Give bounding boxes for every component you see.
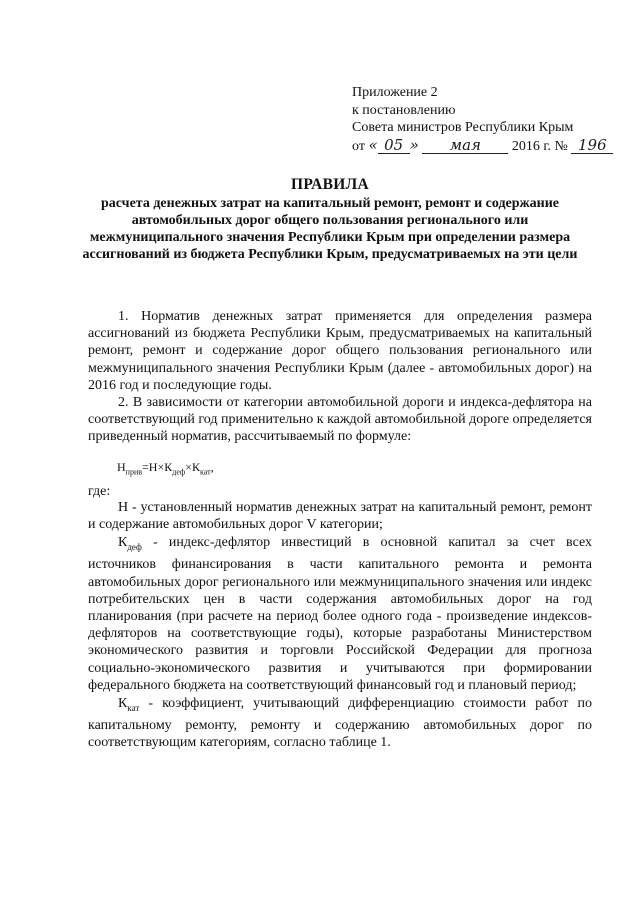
definitions	[88, 499, 592, 752]
paragraph-1: 1. Норматив денежных затрат применяется для определения размера ассигнований из бюджета Республики Крым, предусматриваемых на капитальный ремонт, ремонт и содержание дорог общего пользования регионального или межмуниципального значения Республики Крым (далее - автомобильных дорог) на 2016 год и последующие годы.	[88, 309, 592, 393]
title-heading: ПРАВИЛА	[291, 176, 369, 193]
formula-k2: К	[191, 460, 200, 474]
date-open-quote: «	[368, 135, 378, 154]
kdef-sub: деф	[127, 542, 142, 553]
date-month: мая	[422, 138, 508, 154]
formula-comma: ,	[210, 460, 214, 474]
definition-h: Н - установленный норматив денежных затрат на капитальный ремонт, ремонт и содержание автомобильных дорог V категории;	[88, 500, 592, 533]
definition-kkat	[88, 695, 592, 751]
definition-kdef	[88, 534, 592, 694]
formula-n-sub: прив	[125, 467, 143, 477]
kkat-text: - коэффициент, учитывающий дифференциацию стоимости работ по капитальному ремонту, ремонту и содержанию автомобильных дорог по соответствующим категориям, согласно таблице 1.	[88, 696, 592, 751]
formula-k1-sub: деф	[172, 467, 186, 477]
appendix-block	[352, 84, 612, 155]
date-prefix: от	[352, 138, 365, 154]
formula-k2-sub: кат	[199, 467, 211, 477]
formula-times-2: ×	[185, 460, 192, 474]
document-title	[80, 176, 580, 263]
date-year: 2016 г. №	[511, 138, 568, 154]
kkat-sub: кат	[127, 702, 140, 713]
formula-k1: К	[164, 460, 173, 474]
kdef-text: - индекс-дефлятор инвестиций в основной капитал за счет всех источников финансирования в части капитального ремонта и ремонта автомобильных дорог регионального или межмуниципального значения или индекс потребительских цен в части содержания автомобильных дорог на год планирования (при расчете на период более одного года - произведение индексов-дефляторов на соответствующие годы), которые разработаны Министерством экономического развития и торговли Российской Федерации для прогноза социально-экономического развития и учитываются при формировании федерального бюджета на соответствующий финансовый год и плановый период;	[88, 535, 592, 693]
formula	[117, 460, 214, 476]
formula-h: Н	[148, 460, 158, 474]
kkat-symbol: К	[118, 696, 128, 712]
kdef-symbol: К	[118, 535, 128, 551]
title-subheading: расчета денежных затрат на капитальный ремонт, ремонт и содержание автомобильных дорог общего пользования регионального или межмуниципального значения Республики Крым при определении размера ассигнований из бюджета Республики Крым, предусматриваемых на эти цели	[82, 196, 578, 262]
appendix-date-line	[352, 137, 612, 156]
appendix-line-2: к постановлению	[352, 102, 456, 118]
formula-eq: =	[142, 460, 149, 474]
date-close-quote: »	[409, 135, 419, 154]
appendix-line-1: Приложение 2	[352, 85, 438, 100]
date-day: 05	[378, 138, 410, 154]
paragraph-2: 2. В зависимости от категории автомобильной дороги и индекса-дефлятора на соответствующий год применительно к каждой автомобильной дороге определяется приведенный норматив, рассчитываемый по формуле:	[88, 395, 592, 445]
appendix-line-3: Совета министров Республики Крым	[352, 120, 574, 135]
formula-n: Н	[117, 460, 126, 474]
document-number: 196	[571, 138, 613, 154]
formula-times-1: ×	[157, 460, 165, 474]
where-label: где:	[88, 484, 111, 499]
body-paragraphs	[88, 308, 592, 446]
